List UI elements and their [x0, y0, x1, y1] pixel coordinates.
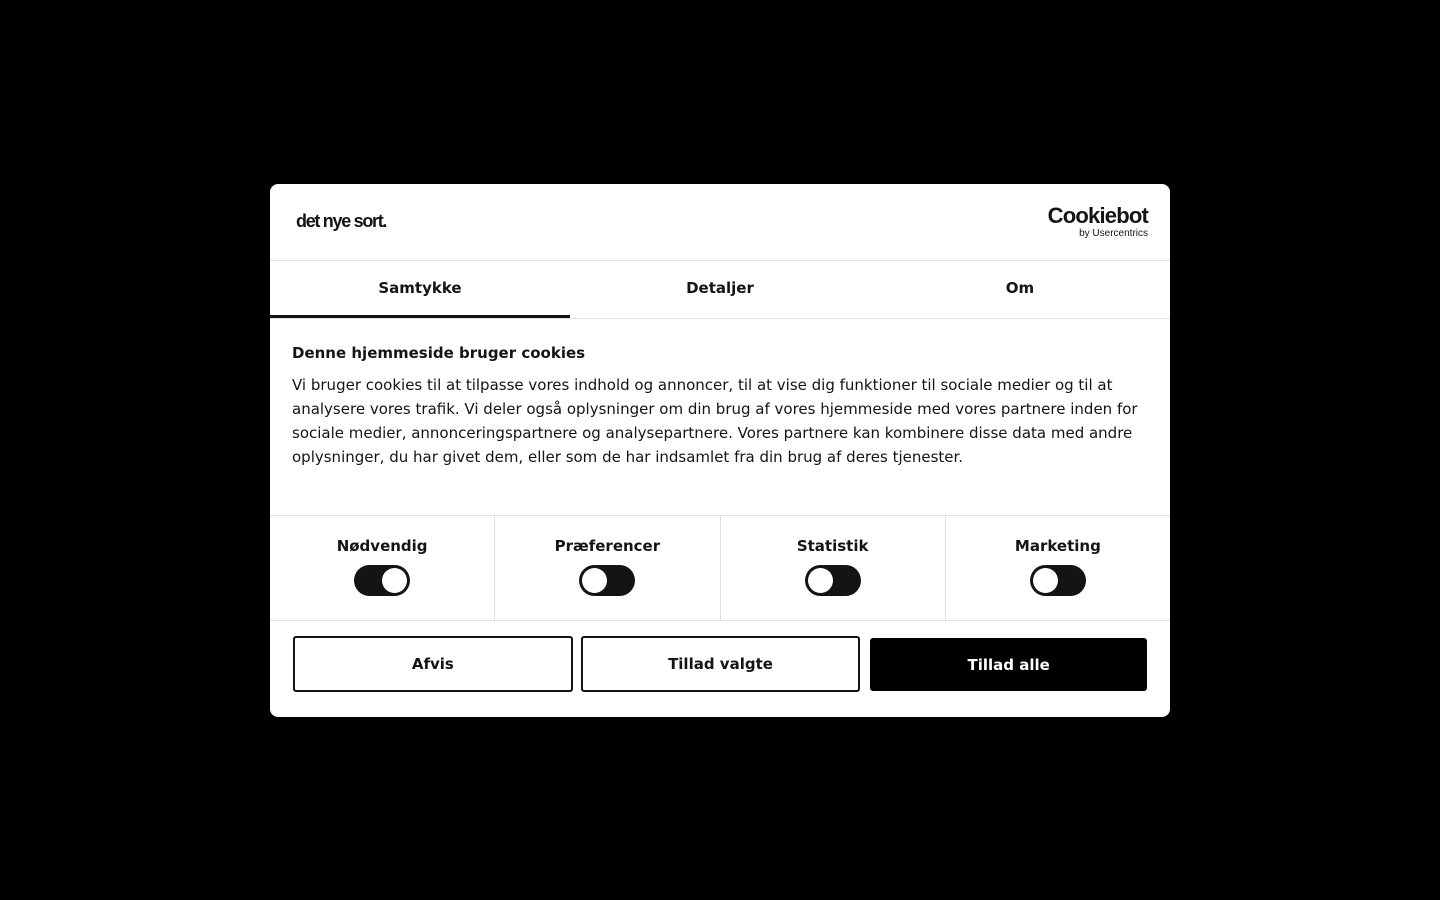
tab-om[interactable]: Om	[1005, 279, 1035, 297]
cookiebot-logo-name: Cookiebot	[1047, 203, 1148, 228]
toggle-cell-marketing	[946, 516, 1170, 620]
action-buttons	[270, 621, 1170, 692]
consent-title: Denne hjemmeside bruger cookies	[292, 344, 586, 362]
necessary-toggle[interactable]	[354, 565, 410, 596]
allow-selected-button[interactable]: Tillad valgte	[581, 636, 861, 692]
reject-button[interactable]: Afvis	[293, 636, 573, 692]
cookie-consent-dialog	[270, 184, 1170, 717]
tab-bar	[270, 261, 1170, 319]
preferences-toggle[interactable]	[579, 565, 635, 596]
brand-logo[interactable]: det nye sort.	[296, 211, 387, 231]
toggle-label-statistics: Statistik	[796, 537, 869, 555]
allow-all-button[interactable]: Tillad alle	[870, 638, 1147, 691]
toggle-knob	[808, 568, 833, 593]
toggle-knob	[1033, 568, 1058, 593]
dialog-header	[270, 184, 1170, 261]
toggle-label-preferences: Præferencer	[554, 537, 661, 555]
cookiebot-logo[interactable]	[1048, 205, 1148, 239]
cookiebot-logo-byline: by Usercentrics	[1079, 228, 1148, 239]
toggle-knob	[582, 568, 607, 593]
tab-detaljer[interactable]: Detaljer	[686, 279, 754, 297]
toggle-cell-necessary	[270, 516, 495, 620]
category-toggles	[270, 516, 1170, 621]
toggle-cell-preferences	[495, 516, 720, 620]
marketing-toggle[interactable]	[1030, 565, 1086, 596]
toggle-label-necessary: Nødvendig	[336, 537, 428, 555]
consent-text: Vi bruger cookies til at tilpasse vores indhold og annoncer, til at vise dig funktioner til sociale medier og til at analysere vores trafik. Vi deler også oplysninger om din brug af vores hjemmeside med vores partnere inden for sociale medier, annonceringspartnere og analysepartnere. Vores partnere kan kombinere disse data med andre oplysninger, du har givet dem, eller som de har indsamlet fra din brug af deres tjenester.	[292, 376, 1138, 466]
consent-body	[270, 319, 1170, 516]
statistics-toggle[interactable]	[805, 565, 861, 596]
tab-samtykke[interactable]: Samtykke	[270, 261, 570, 318]
toggle-label-marketing: Marketing	[1014, 537, 1101, 555]
toggle-knob	[382, 568, 407, 593]
toggle-cell-statistics	[721, 516, 946, 620]
